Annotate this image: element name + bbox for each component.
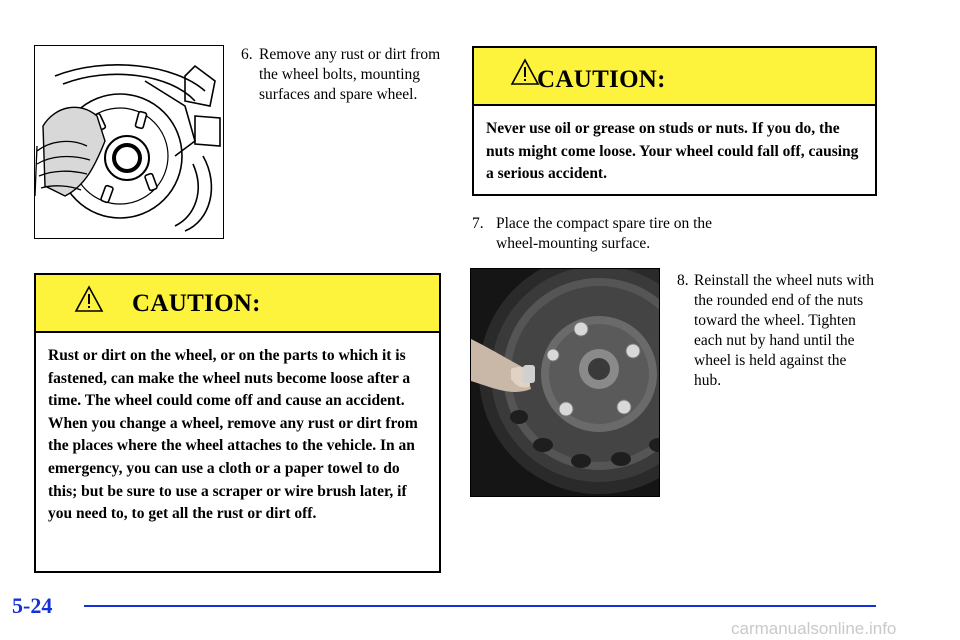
step-text: Reinstall the wheel nuts with the rounded end of the nuts toward the wheel. Tighten each nut by hand until the wheel is held against the hub. <box>694 272 874 389</box>
step-8 <box>677 271 877 391</box>
step-6 <box>241 45 441 105</box>
step-number: 8. <box>677 272 689 289</box>
step-text: Place the compact spare tire on the wheel-mounting surface. <box>496 215 713 252</box>
figure-hub-cleaning <box>34 45 224 239</box>
figure-spare-wheel <box>470 268 660 497</box>
caution-body: Rust or dirt on the wheel, or on the parts to which it is fastened, can make the wheel nuts become loose after a time. The wheel could come off and cause an accident. When you change a wheel, remove any rust or dirt from the places where the wheel attaches to the vehicle. In an emergency, you can use a cloth or a paper towel to do this; but be sure to use a scraper or wire brush later, if you need to, to get all the rust or dirt off. <box>48 347 418 523</box>
caution-box-rust <box>34 273 441 573</box>
caution-body: Never use oil or grease on studs or nuts. If you do, the nuts might come loose. Your wheel could fall off, causing a serious accident. <box>486 120 859 183</box>
step-7 <box>472 214 772 254</box>
spare-wheel-photo <box>471 269 659 496</box>
caution-title: CAUTION: <box>132 290 261 317</box>
page-number: 5-24 <box>12 593 53 618</box>
hub-cleaning-illustration <box>35 46 223 238</box>
step-number: 7. <box>472 215 484 232</box>
step-text: Remove any rust or dirt from the wheel bolts, mounting surfaces and spare wheel. <box>259 46 441 103</box>
step-number: 6. <box>241 46 253 63</box>
caution-header <box>474 48 875 106</box>
caution-header <box>36 275 439 333</box>
caution-title: CAUTION: <box>537 66 666 93</box>
warning-triangle-icon <box>74 285 104 313</box>
watermark: carmanualsonline.info <box>731 619 897 638</box>
footer-rule <box>84 605 876 607</box>
caution-box-oil <box>472 46 877 196</box>
warning-triangle-icon <box>510 58 540 86</box>
